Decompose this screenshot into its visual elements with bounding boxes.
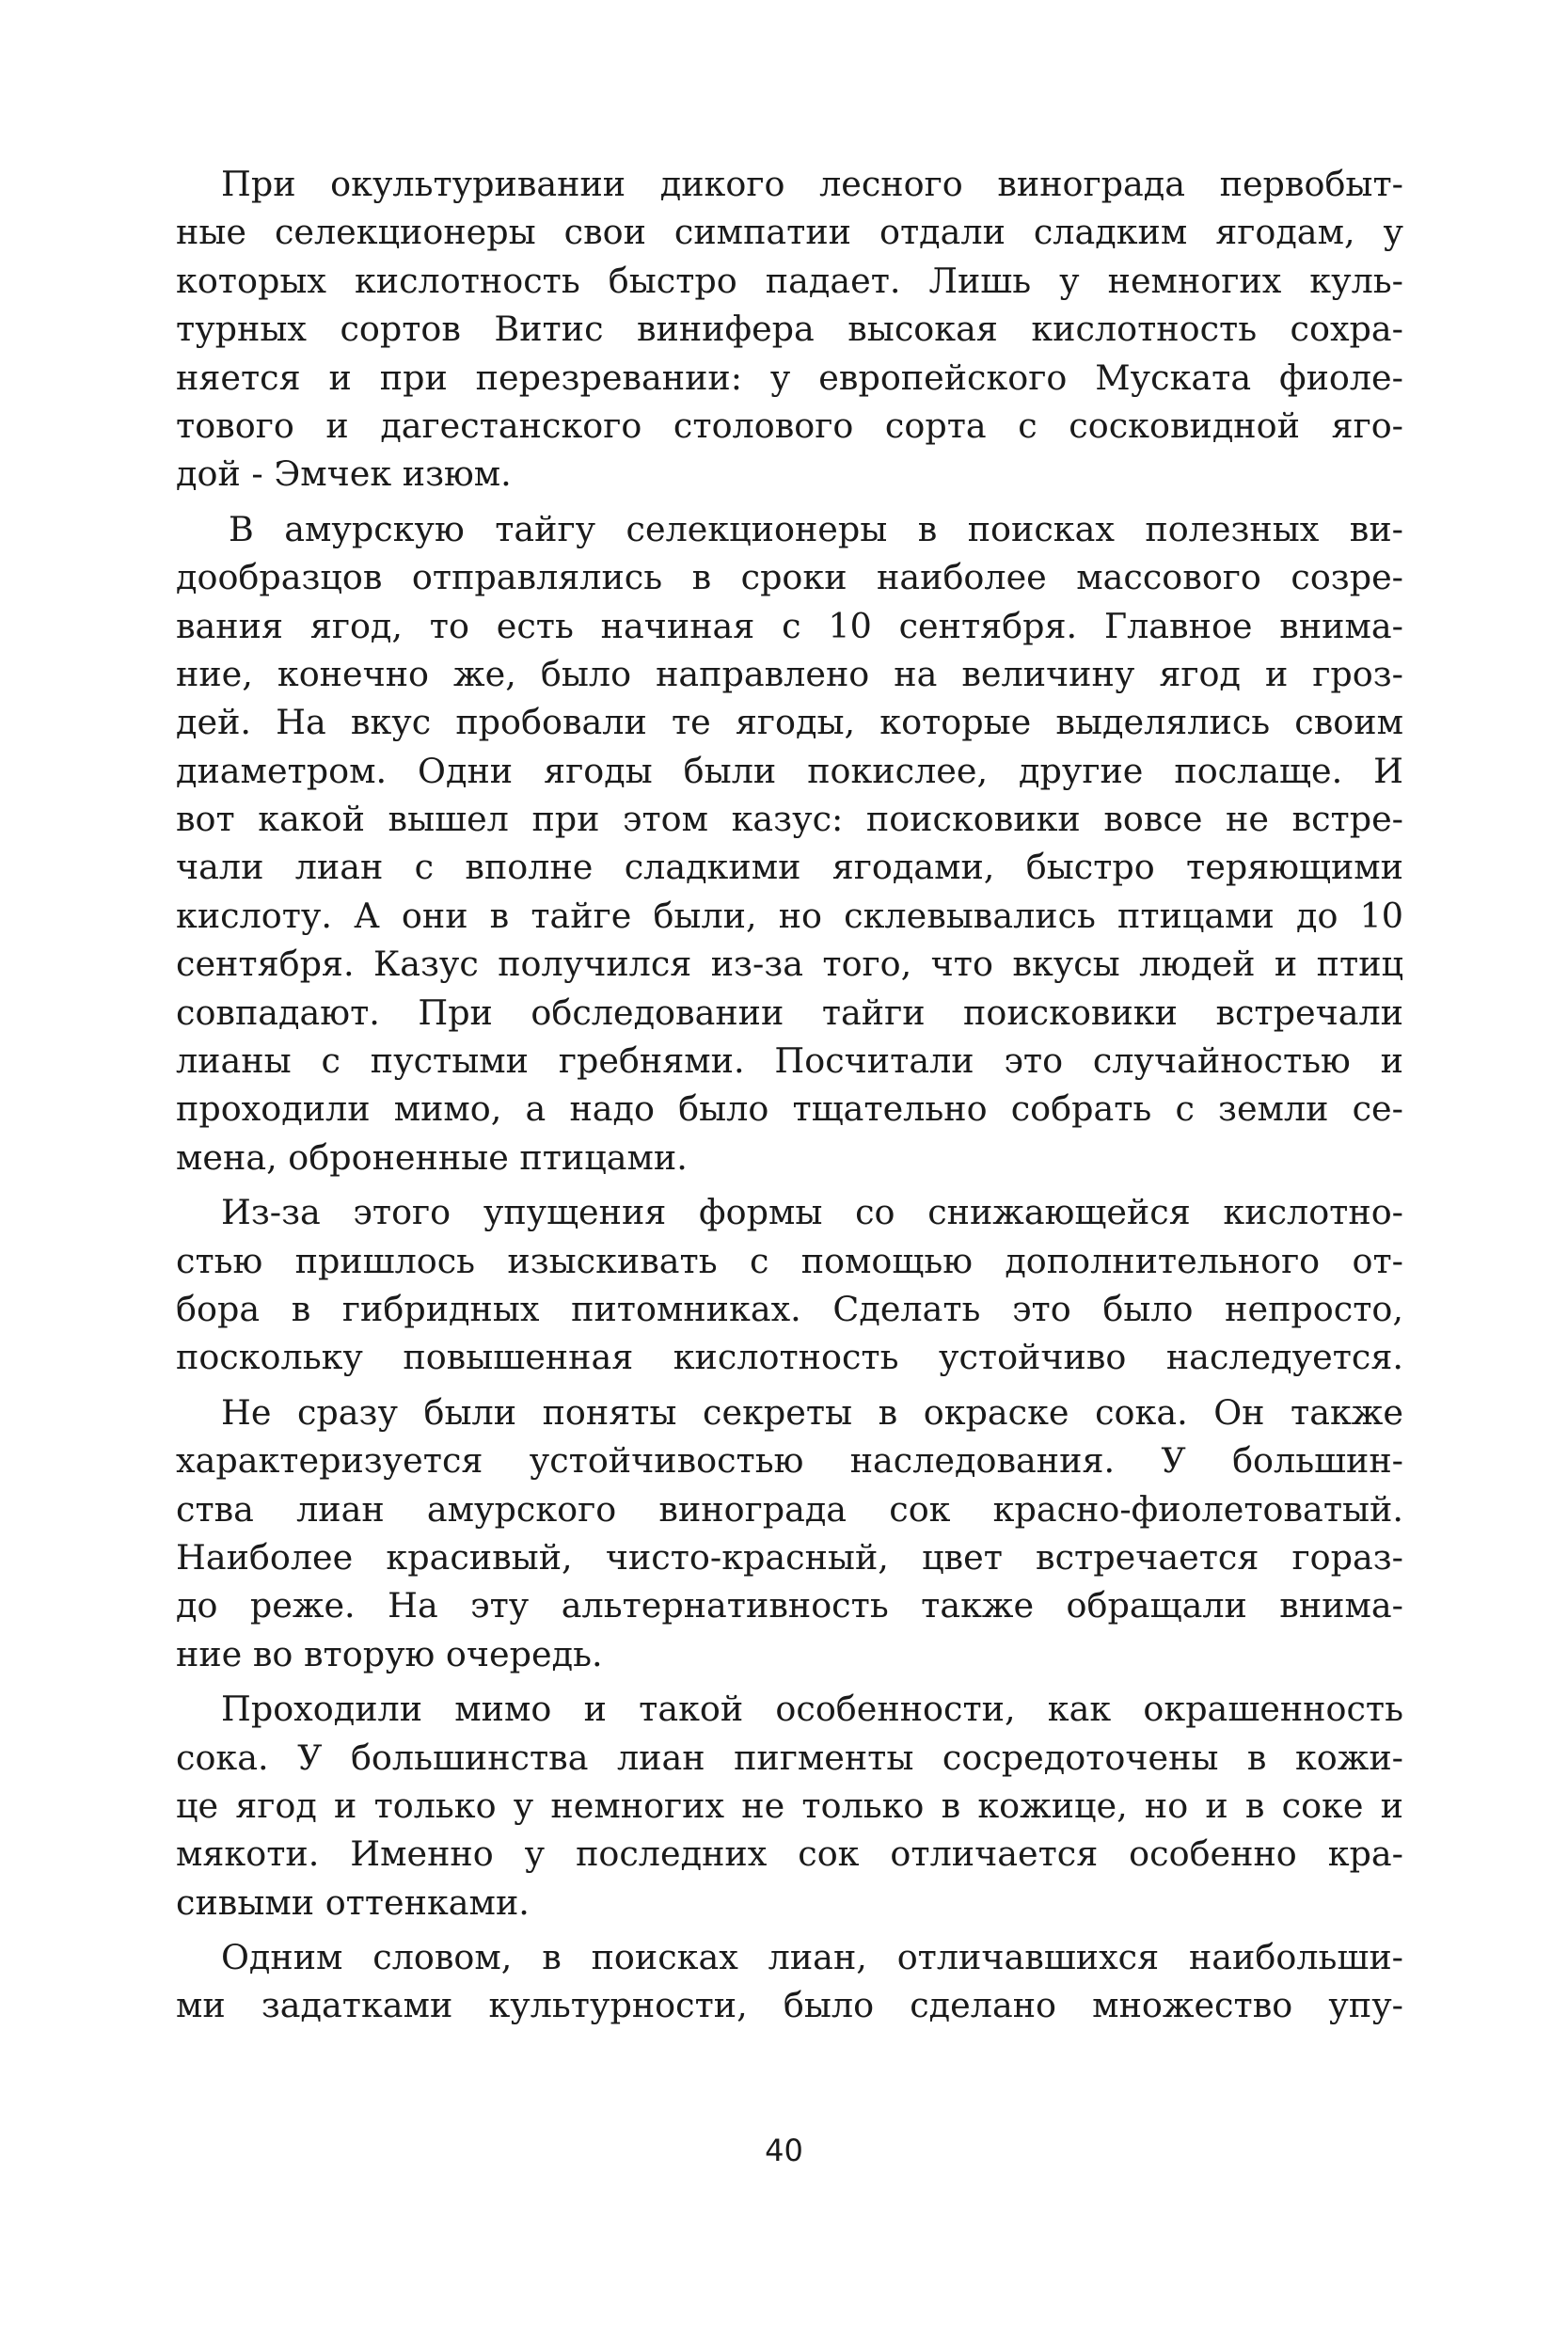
text-line: В амурскую тайгу селекционеры в поисках полезных ви- [229,508,1403,549]
body-text [176,160,1403,2030]
text-line: ние, конечно же, было направлено на величину ягод и грoз- [176,653,1403,694]
text-line: характеризуется устойчивостью наследования. У большин- [176,1440,1403,1482]
text-line: Одним словом, в поисках лиан, отличавшихся наибольши- [221,1937,1403,1978]
text-line: мякоти. Именно у последних сок отличается особенно кра- [176,1833,1403,1875]
text-line: сентября. Казус получился из-за того, что вкусы людей и птиц [176,944,1403,985]
paragraph [176,1188,1403,1382]
text-line: тового и дагестанского столового сорта с сосковидной яго- [176,405,1403,446]
text-line: сока. У большинства лиан пигменты сосредоточены в кожи- [176,1737,1403,1778]
paragraph [176,505,1403,1182]
text-line: совпадают. При обследовании тайги поисковики встречали [176,991,1403,1033]
text-line: Наиболее красивый, чисто-красный, цвет встречается горaз- [176,1536,1403,1578]
text-line: ные селекционеры свои симпатии отдали сладким ягодам, у [176,212,1403,253]
text-line: дообразцов отправлялись в сроки наиболее массового созре- [176,557,1403,598]
text-line: диаметром. Одни ягоды были покислее, другие послаще. И [176,750,1403,791]
text-line: сивыми оттенками. [176,1881,530,1923]
text-line: вот какой вышел при этом казус: поисковики вовсе не встре- [176,799,1403,840]
text-line: Проходили мимо и такой особенности, как окрашенность [221,1689,1403,1730]
text-line: кислоту. А они в тайге были, но склевывались птицами до 10 [176,895,1403,936]
text-line: поскольку повышенная кислотность устойчиво наследуется. [176,1337,1403,1378]
paragraph [176,160,1403,499]
text-line: дой - Эмчек изюм. [176,453,512,495]
text-line: турных сортов Витис винифера высокая кислотность сохра- [176,309,1403,350]
text-line: которых кислотность быстро падает. Лишь у немногих куль- [176,260,1403,301]
text-line: ства лиан амурского винограда сок красно-фиолетоватый. [176,1488,1403,1530]
paragraph [176,1933,1403,2030]
text-line: мена, оброненные птицами. [176,1136,688,1178]
text-line: це ягод и только у немногих не только в кожице, но и в соке и [176,1785,1403,1826]
page-number: 40 [765,2133,803,2168]
text-line: Не сразу были поняты секреты в окраске сока. Он также [221,1391,1403,1433]
paragraph [176,1388,1403,1678]
paragraph [176,1685,1403,1927]
text-line: до реже. На эту альтернативность также обращали внима- [176,1585,1403,1626]
text-line: Из-за этого упущения формы со снижающейся кислотно- [221,1192,1403,1233]
text-line: стью пришлось изыскивать с помощью дополнительного от- [176,1240,1403,1281]
text-line: ние во вторую очередь. [176,1633,603,1674]
text-line: чали лиан с вполне сладкими ягодами, быстро теряющими [176,847,1403,888]
text-line: няется и при перезревании: у европейского Муската фиоле- [176,357,1403,398]
text-line: бора в гибридных питомниках. Сделать это было непросто, [176,1288,1403,1329]
text-line: лианы с пустыми гребнями. Посчитали это случайностью и [176,1040,1403,1082]
text-line: дей. На вкус пробовали те ягоды, которые выделялись своим [176,702,1403,743]
text-line: проходили мимо, а надо было тщательно собрать с земли се- [176,1088,1403,1130]
text-line: вания ягод, то есть начиная с 10 сентября. Главное внима- [176,605,1403,646]
text-line: При окультуривании дикого лесного винограда первобыт- [221,164,1403,204]
text-line: ми задатками культурности, было сделано множество упу- [176,1985,1403,2026]
